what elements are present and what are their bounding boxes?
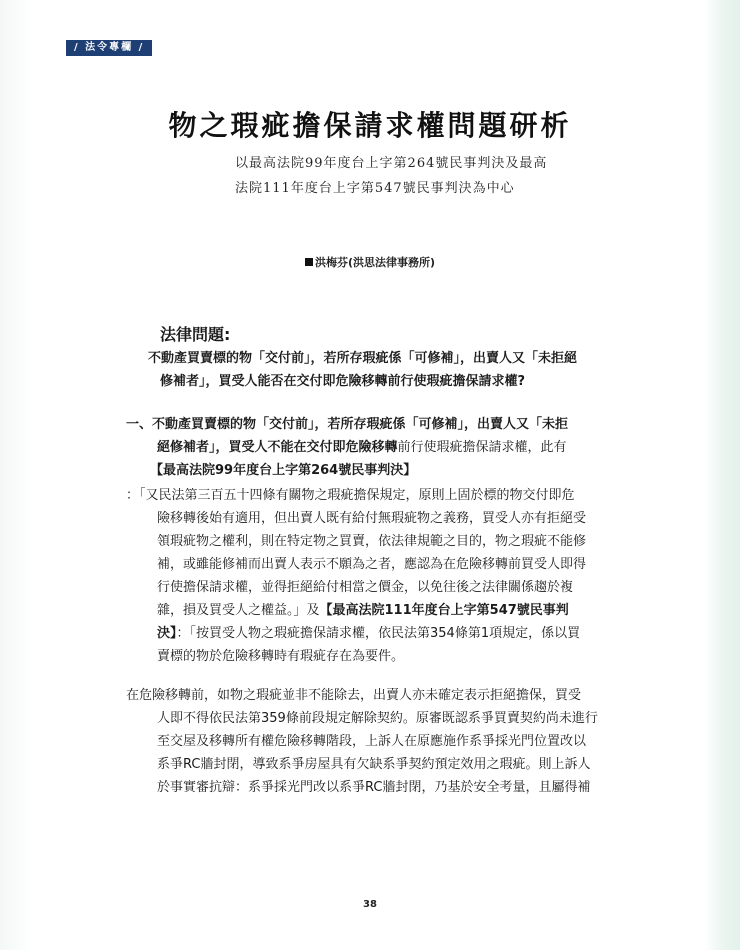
citation-ref: 【最高法院111年度台上字第547號民事判 bbox=[319, 603, 569, 618]
citation-ref: 【最高法院99年度台上字第264號民事判決】 bbox=[150, 463, 417, 478]
citation-ref-end: 決】 bbox=[157, 626, 177, 641]
paragraph-line: 在危險移轉前，如物之瑕疵並非不能除去，出賣人亦未確定表示拒絕擔保，買受 bbox=[126, 688, 582, 703]
quote-line bbox=[157, 625, 580, 643]
quote-line: 領瑕疵物之權利，則在特定物之買賣，依法律規範之目的，物之瑕疵不能修 bbox=[157, 534, 587, 549]
section-1-line bbox=[157, 439, 567, 457]
quote-line bbox=[157, 602, 569, 620]
quote-line: 行使擔保請求權，並得拒絕給付相當之價金，以免往後之法律關係趨於複 bbox=[157, 580, 574, 595]
quote-line-text: ：「按買受人物之瑕疵擔保請求權，依民法第354條第1項規定，係以買 bbox=[176, 626, 581, 641]
quote-line: 補，或雖能修補而出賣人表示不願為之者，應認為在危險移轉前買受人即得 bbox=[157, 557, 587, 572]
section-1-line: 一、不動產買賣標的物「交付前」，若所存瑕疵係「可修補」，出賣人又「未拒 bbox=[126, 417, 569, 432]
subtitle-line-2: 法院111年度台上字第547號民事判決為中心 bbox=[235, 181, 515, 196]
quote-line: ：「又民法第三百五十四條有關物之瑕疵擔保規定，原則上固於標的物交付即危 bbox=[126, 488, 575, 503]
paragraph-line: 系爭RC牆封閉，導致系爭房屋具有欠缺系爭契約預定效用之瑕疵。則上訴人 bbox=[157, 757, 591, 772]
square-bullet-icon bbox=[305, 258, 313, 266]
quote-line: 賣標的物於危險移轉時有瑕疵存在為要件。 bbox=[157, 649, 405, 664]
section-1-line2-bold: 絕修補者」，買受人不能在交付即危險移轉 bbox=[157, 440, 398, 455]
paragraph-line: 人即不得依民法第359條前段規定解除契約。原審既認系爭買賣契約尚未進行 bbox=[157, 711, 598, 726]
legal-issue-line: 修補者」，買受人能否在交付即危險移轉前行使瑕疵擔保請求權? bbox=[160, 374, 526, 389]
author-line bbox=[0, 254, 740, 270]
paragraph-line: 至交屋及移轉所有權危險移轉階段，上訴人在原應施作系爭採光門位置改以 bbox=[157, 734, 587, 749]
subtitle-line-1: 以最高法院99年度台上字第264號民事判決及最高 bbox=[235, 156, 548, 171]
article-title: 物之瑕疵擔保請求權問題研析 bbox=[168, 109, 572, 142]
quote-line-text: 雜，損及買受人之權益。」及 bbox=[157, 603, 320, 618]
paragraph-line: 於事實審抗辯：系爭採光門改以系爭RC牆封閉，乃基於安全考量，且屬得補 bbox=[157, 780, 591, 795]
quote-line: 險移轉後始有適用，但出賣人既有給付無瑕疵物之義務，買受人亦有拒絕受 bbox=[157, 511, 587, 526]
page-number: 38 bbox=[363, 899, 377, 910]
author-name: 洪梅芬(洪思法律事務所) bbox=[314, 256, 436, 269]
legal-issue-line: 不動產買賣標的物「交付前」，若所存瑕疵係「可修補」，出賣人又「未拒絕 bbox=[148, 351, 578, 366]
column-tag: / 法令專欄 / bbox=[66, 40, 152, 56]
section-1-line2-rest: 前行使瑕疵擔保請求權，此有 bbox=[397, 440, 567, 455]
legal-issue-heading: 法律問題: bbox=[160, 325, 231, 344]
